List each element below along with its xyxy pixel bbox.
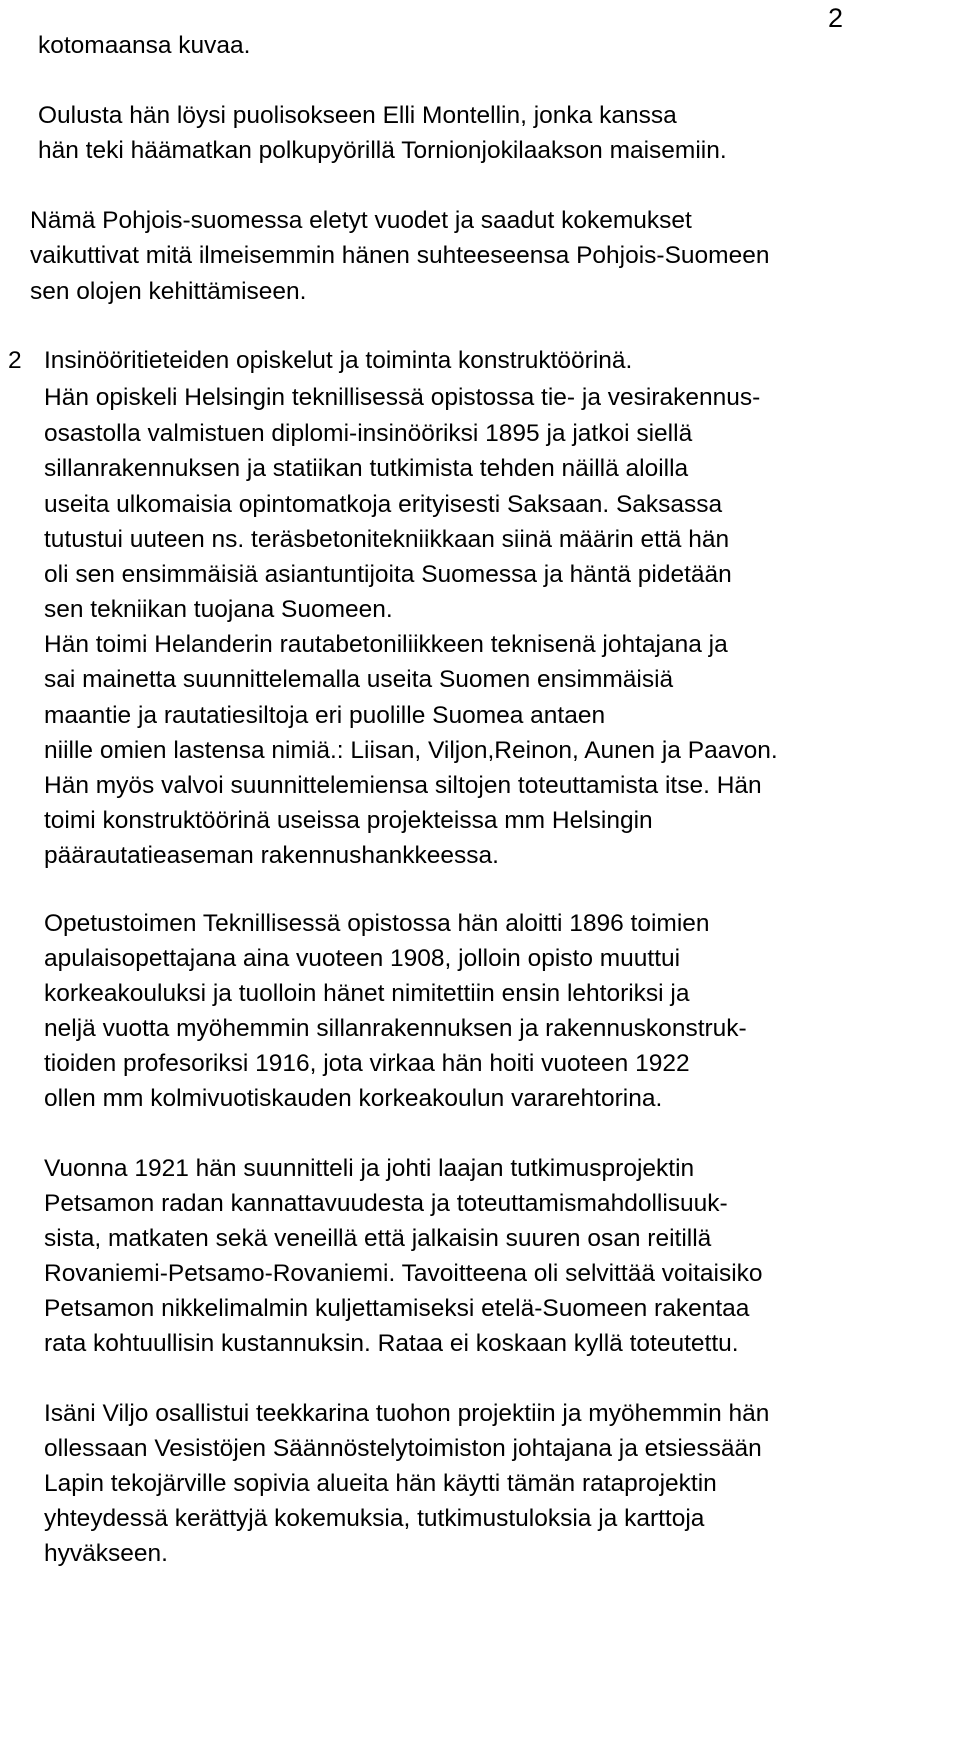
paragraph-line: toimi konstruktöörinä useissa projekteissa mm Helsingin bbox=[44, 807, 653, 834]
paragraph-line: Hän myös valvoi suunnittelemiensa siltojen toteuttamista itse. Hän bbox=[44, 772, 762, 799]
paragraph-line: ollessaan Vesistöjen Säännöstelytoimiston johtajana ja etsiessään bbox=[44, 1435, 762, 1462]
paragraph-line: sen tekniikan tuojana Suomeen. bbox=[44, 596, 393, 623]
paragraph-line: sen olojen kehittämiseen. bbox=[30, 278, 307, 305]
paragraph-line: päärautatieaseman rakennushankkeessa. bbox=[44, 842, 499, 869]
paragraph-line: osastolla valmistuen diplomi-insinööriksi 1895 ja jatkoi siellä bbox=[44, 420, 693, 447]
paragraph-line: rata kohtuullisin kustannuksin. Rataa ei koskaan kyllä toteutettu. bbox=[44, 1330, 739, 1357]
paragraph-line: sista, matkaten sekä veneillä että jalkaisin suuren osan reitillä bbox=[44, 1225, 712, 1252]
paragraph-line: Hän opiskeli Helsingin teknillisessä opistossa tie- ja vesirakennus- bbox=[44, 384, 761, 411]
paragraph-line: neljä vuotta myöhemmin sillanrakennuksen ja rakennuskonstruk- bbox=[44, 1015, 747, 1042]
paragraph-line: Nämä Pohjois-suomessa eletyt vuodet ja saadut kokemukset bbox=[30, 207, 692, 234]
paragraph-line: tutustui uuteen ns. teräsbetonitekniikkaan siinä määrin että hän bbox=[44, 526, 730, 553]
paragraph-line: hän teki häämatkan polkupyörillä Tornionjokilaakson maisemiin. bbox=[38, 137, 727, 164]
paragraph-line: Isäni Viljo osallistui teekkarina tuohon projektiin ja myöhemmin hän bbox=[44, 1400, 770, 1427]
paragraph-line: sai mainetta suunnittelemalla useita Suomen ensimmäisiä bbox=[44, 666, 674, 693]
paragraph-line: Hän toimi Helanderin rautabetoniliikkeen teknisenä johtajana ja bbox=[44, 631, 728, 658]
paragraph-line: Petsamon radan kannattavuudesta ja toteuttamismahdollisuuk- bbox=[44, 1190, 728, 1217]
paragraph-line: vaikuttivat mitä ilmeisemmin hänen suhteeseensa Pohjois-Suomeen bbox=[30, 242, 770, 269]
paragraph-line: kotomaansa kuvaa. bbox=[38, 32, 251, 59]
paragraph-line: apulaisopettajana aina vuoteen 1908, jolloin opisto muuttui bbox=[44, 945, 681, 972]
paragraph-line: Vuonna 1921 hän suunnitteli ja johti laajan tutkimusprojektin bbox=[44, 1155, 695, 1182]
paragraph-line: yhteydessä kerättyjä kokemuksia, tutkimustuloksia ja karttoja bbox=[44, 1505, 705, 1532]
paragraph-line: Oulusta hän löysi puolisokseen Elli Montellin, jonka kanssa bbox=[38, 102, 677, 129]
paragraph-line: Lapin tekojärville sopivia alueita hän käytti tämän rataprojektin bbox=[44, 1470, 717, 1497]
paragraph-line: oli sen ensimmäisiä asiantuntijoita Suomessa ja häntä pidetään bbox=[44, 561, 732, 588]
paragraph-line: ollen mm kolmivuotiskauden korkeakoulun vararehtorina. bbox=[44, 1085, 663, 1112]
section-title: Insinööritieteiden opiskelut ja toiminta konstruktöörinä. bbox=[44, 347, 633, 374]
section-number: 2 bbox=[8, 347, 22, 374]
paragraph-line: sillanrakennuksen ja statiikan tutkimista tehden näillä aloilla bbox=[44, 455, 689, 482]
page-number: 2 bbox=[828, 3, 844, 33]
paragraph-line: maantie ja rautatiesiltoja eri puolille Suomea antaen bbox=[44, 702, 606, 729]
paragraph-line: Rovaniemi-Petsamo-Rovaniemi. Tavoitteena oli selvittää voitaisiko bbox=[44, 1260, 763, 1287]
paragraph-line: useita ulkomaisia opintomatkoja erityisesti Saksaan. Saksassa bbox=[44, 491, 723, 518]
paragraph-line: niille omien lastensa nimiä.: Liisan, Viljon,Reinon, Aunen ja Paavon. bbox=[44, 737, 778, 764]
paragraph-line: hyväkseen. bbox=[44, 1540, 168, 1567]
paragraph-line: Petsamon nikkelimalmin kuljettamiseksi etelä-Suomeen rakentaa bbox=[44, 1295, 750, 1322]
paragraph-line: Opetustoimen Teknillisessä opistossa hän aloitti 1896 toimien bbox=[44, 910, 710, 937]
paragraph-line: korkeakouluksi ja tuolloin hänet nimitettiin ensin lehtoriksi ja bbox=[44, 980, 690, 1007]
paragraph-line: tioiden profesoriksi 1916, jota virkaa hän hoiti vuoteen 1922 bbox=[44, 1050, 690, 1077]
